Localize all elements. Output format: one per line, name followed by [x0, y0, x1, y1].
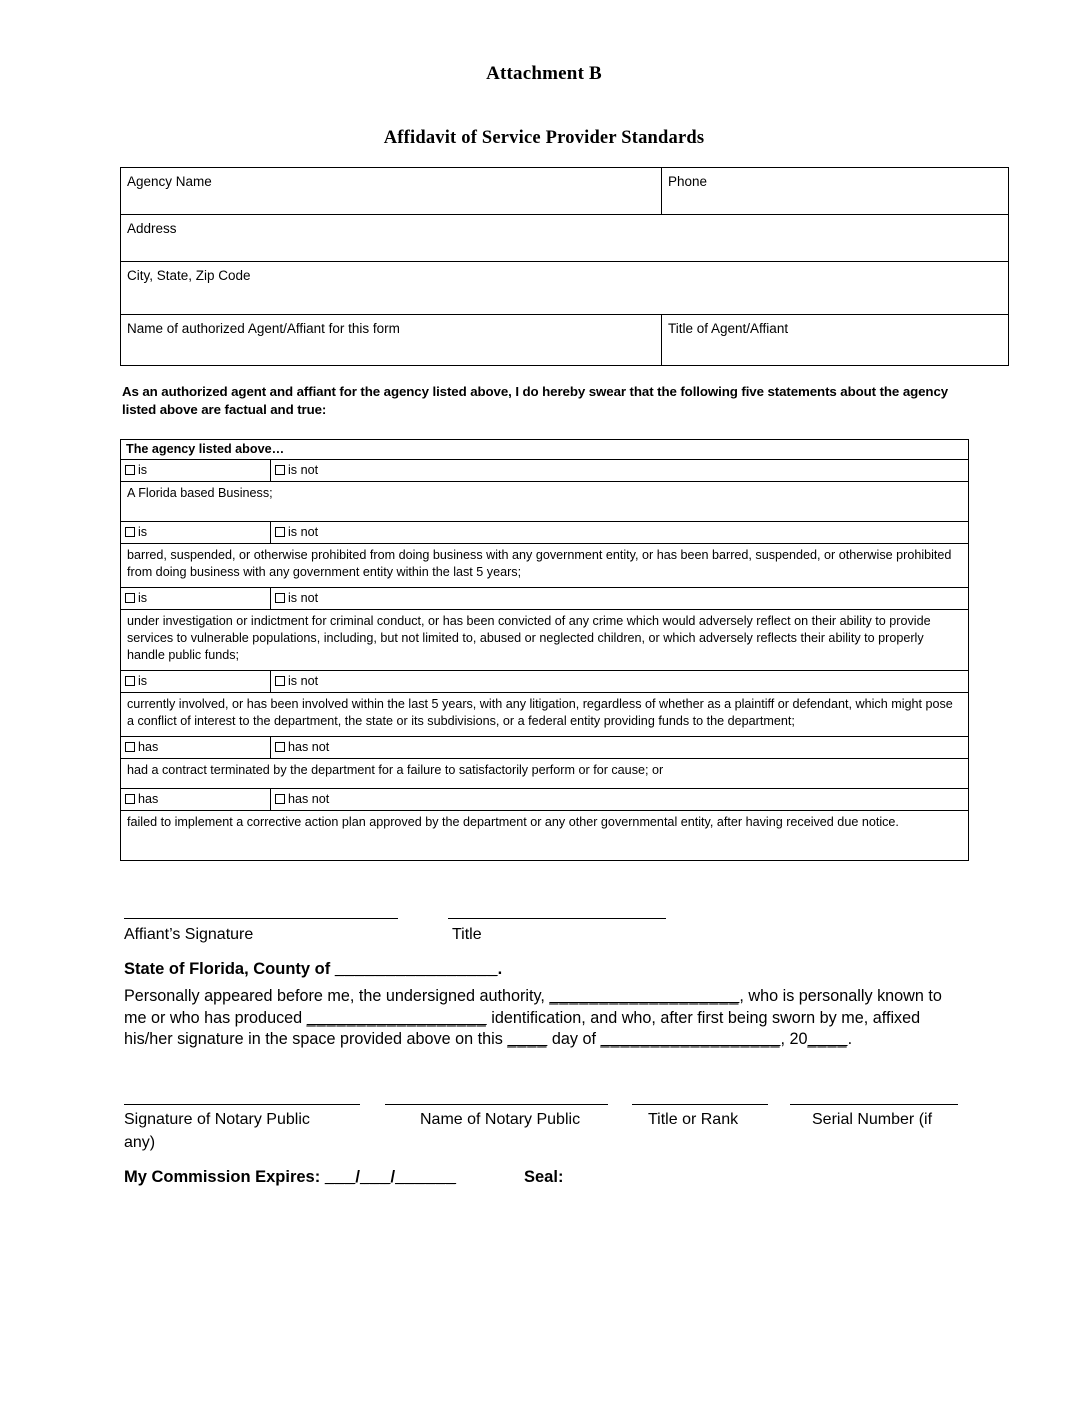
statement-text: A Florida based Business; — [121, 482, 969, 522]
notary-line1-b: , who is personally — [739, 987, 873, 1005]
statement-options-row — [121, 789, 969, 811]
statement-affirm-label: has — [138, 792, 159, 806]
commission-year-blank[interactable]: ______ — [395, 1168, 457, 1186]
notary-line1-a: Personally appeared before me, the undersigned authority, — [124, 987, 550, 1005]
state-county-prefix: State of Florida, County of — [124, 960, 335, 978]
commission-expires-line — [124, 1168, 456, 1187]
statement-negate-label: is not — [288, 591, 319, 605]
statement-negate-option[interactable] — [271, 460, 969, 482]
statement-text-row — [121, 759, 969, 789]
address-label: Address — [127, 221, 177, 236]
notary-year-blank[interactable]: ____ — [807, 1030, 848, 1049]
statement-text: barred, suspended, or otherwise prohibited from doing business with any government entity, or has been barred, suspended, or otherwise prohibited from doing business with any government entity within the last 5 years; — [121, 544, 969, 588]
statement-options-row — [121, 588, 969, 610]
statement-negate-label: is not — [288, 674, 319, 688]
checkbox-icon[interactable] — [125, 676, 135, 686]
notary-signature-line[interactable] — [124, 1104, 360, 1105]
checkbox-icon[interactable] — [125, 593, 135, 603]
statement-options-row — [121, 522, 969, 544]
notary-line3-c: , — [780, 1030, 786, 1049]
notary-signature-label: Signature of Notary Public — [124, 1111, 310, 1128]
statement-text: currently involved, or has been involved within the last 5 years, with any litigation, regardless of whether as a plaintiff or defendant, which might pose a conflict of interest to the department, the state or its subdivisions, or a federal entity providing funds to the department; — [121, 693, 969, 737]
statement-text-row — [121, 693, 969, 737]
state-county-suffix: . — [497, 960, 503, 978]
statement-text-row — [121, 544, 969, 588]
notary-day-blank[interactable]: ____ — [507, 1030, 548, 1049]
statement-affirm-option[interactable] — [121, 789, 271, 811]
notary-authority-blank[interactable]: ___________________ — [549, 987, 740, 1005]
statement-negate-option[interactable] — [271, 737, 969, 759]
agency-info-table — [120, 167, 1009, 366]
checkbox-icon[interactable] — [275, 676, 285, 686]
statement-text: under investigation or indictment for criminal conduct, or has been convicted of any crime which would adversely reflect on their ability to provide services to vulnerable populations, including, but not limited to, abused or neglected children, or which adversely reflects their ability to properly handle public funds; — [121, 610, 969, 671]
table-row — [121, 315, 1009, 366]
title-line[interactable] — [448, 918, 666, 919]
statement-text-row — [121, 482, 969, 522]
statement-text-row — [121, 610, 969, 671]
notary-title-rank-line[interactable] — [632, 1104, 768, 1105]
statement-negate-label: is not — [288, 525, 319, 539]
checkbox-icon[interactable] — [275, 527, 285, 537]
statements-header-row — [121, 440, 969, 460]
commission-sep-2: / — [390, 1168, 396, 1186]
checkbox-icon[interactable] — [275, 593, 285, 603]
city-state-zip-field[interactable] — [121, 262, 1009, 315]
checkbox-icon[interactable] — [275, 742, 285, 752]
notary-month-blank[interactable]: __________________ — [600, 1030, 781, 1049]
agent-name-field[interactable] — [121, 315, 662, 366]
statement-affirm-label: is — [138, 525, 148, 539]
statement-options-row — [121, 460, 969, 482]
table-row — [121, 168, 1009, 215]
notary-line3-b: day of — [547, 1030, 601, 1049]
statement-negate-option[interactable] — [271, 588, 969, 610]
phone-label: Phone — [668, 174, 708, 189]
checkbox-icon[interactable] — [125, 742, 135, 752]
statement-affirm-label: is — [138, 674, 148, 688]
notary-line3-a: me, affixed his/her signature in the space provided above on this — [124, 1008, 921, 1049]
attachment-title: Attachment B — [486, 63, 602, 84]
statement-negate-option[interactable] — [271, 789, 969, 811]
notary-line2-a: known to me or who has produced — [124, 987, 942, 1027]
statement-affirm-option[interactable] — [121, 460, 271, 482]
agency-name-label: Agency Name — [127, 174, 212, 189]
checkbox-icon[interactable] — [125, 465, 135, 475]
checkbox-icon[interactable] — [275, 465, 285, 475]
commission-month-blank[interactable]: ___ — [324, 1168, 356, 1186]
statement-affirm-option[interactable] — [121, 737, 271, 759]
table-row — [121, 262, 1009, 315]
agency-name-field[interactable] — [121, 168, 662, 215]
notary-paragraph — [124, 986, 956, 1051]
commission-day-blank[interactable]: ___ — [359, 1168, 391, 1186]
statement-text-row — [121, 811, 969, 861]
form-title: Affidavit of Service Provider Standards — [383, 128, 705, 148]
statement-text: had a contract terminated by the department for a failure to satisfactorily perform or for cause; or — [121, 759, 969, 789]
checkbox-icon[interactable] — [275, 794, 285, 804]
affiant-signature-line[interactable] — [124, 918, 398, 919]
title-label: Title — [452, 926, 482, 943]
statement-affirm-label: has — [138, 740, 159, 754]
checkbox-icon[interactable] — [125, 527, 135, 537]
statement-affirm-option[interactable] — [121, 588, 271, 610]
notary-serial-number-line[interactable] — [790, 1104, 958, 1105]
notary-line2-b: identification, and who, after first being sworn by — [491, 1008, 837, 1027]
notary-serial-number-label: Serial Number (if — [812, 1111, 933, 1128]
agent-title-field[interactable] — [662, 315, 1009, 366]
serial-number-label-cont: any) — [124, 1134, 156, 1151]
statements-table — [120, 439, 969, 861]
statement-text: failed to implement a corrective action plan approved by the department or any other governmental entity, after having received due notice. — [121, 811, 969, 861]
statement-affirm-option[interactable] — [121, 522, 271, 544]
statement-negate-label: has not — [288, 740, 330, 754]
statement-negate-label: is not — [288, 463, 319, 477]
commission-sep-1: / — [355, 1168, 360, 1186]
statement-negate-option[interactable] — [271, 522, 969, 544]
statement-affirm-option[interactable] — [121, 671, 271, 693]
notary-line4-a: 20 — [789, 1030, 808, 1049]
phone-field[interactable] — [662, 168, 1009, 215]
state-county-line — [124, 960, 502, 979]
statement-options-row — [121, 671, 969, 693]
statement-affirm-label: is — [138, 463, 148, 477]
notary-name-line[interactable] — [385, 1104, 608, 1105]
notary-name-label: Name of Notary Public — [420, 1111, 581, 1128]
checkbox-icon[interactable] — [125, 794, 135, 804]
statement-options-row — [121, 737, 969, 759]
notary-identification-blank[interactable]: __________________ — [306, 1008, 487, 1027]
commission-expires-label: My Commission Expires: — [124, 1168, 321, 1186]
table-row — [121, 215, 1009, 262]
address-field[interactable] — [121, 215, 1009, 262]
county-blank[interactable]: ________________ — [334, 960, 498, 978]
seal-label: Seal: — [524, 1168, 564, 1186]
notary-title-rank-label: Title or Rank — [648, 1111, 739, 1128]
statement-negate-label: has not — [288, 792, 330, 806]
agent-name-label: Name of authorized Agent/Affiant for this form — [127, 321, 400, 336]
statement-affirm-label: is — [138, 591, 148, 605]
affiant-signature-label: Affiant’s Signature — [124, 926, 254, 943]
city-state-zip-label: City, State, Zip Code — [127, 268, 251, 283]
agent-title-label: Title of Agent/Affiant — [668, 321, 789, 336]
intro-paragraph: As an authorized agent and affiant for the agency listed above, I do hereby swear that the following five statements about the agency listed above are factual and true: — [122, 384, 949, 418]
notary-line4-b: . — [847, 1030, 853, 1049]
statement-negate-option[interactable] — [271, 671, 969, 693]
statements-header: The agency listed above… — [121, 440, 969, 460]
